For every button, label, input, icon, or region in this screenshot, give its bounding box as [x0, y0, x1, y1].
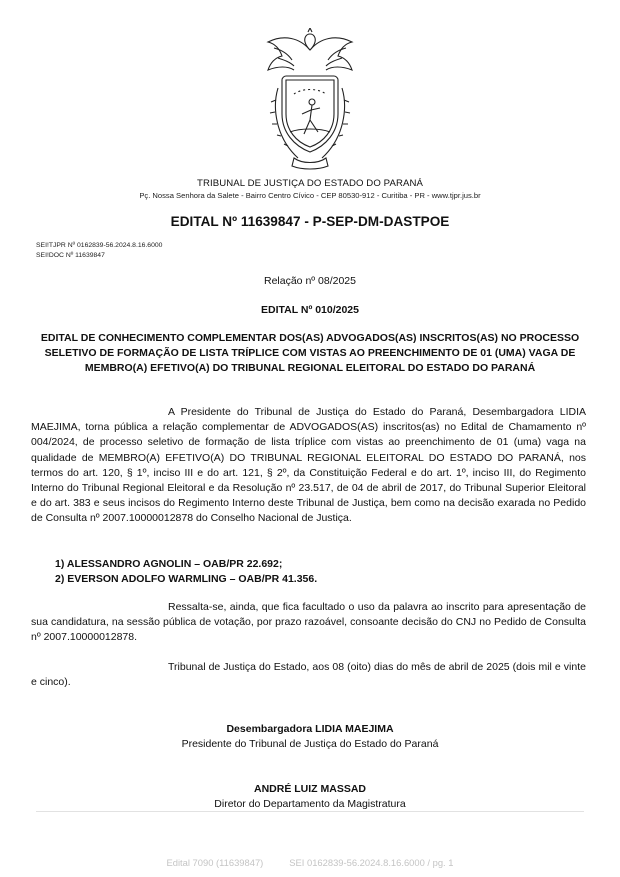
- body-paragraph-1: A Presidente do Tribunal de Justiça do Estado do Paraná, Desembargadora LIDIA MAEJIMA, torna pública a relação complementar de ADVOGADOS(AS) inscritos(as) no Edital de Chamamento nº 004/2024, de processo seletivo de formação de lista tríplice com vistas ao preenchimento de 01 (uma) vaga na qualidade de MEMBRO(A) EFETIVO(A) DO TRIBUNAL REGIONAL ELEITORAL DO ESTADO DO PARANÁ, nos termos do art. 120, § 1º, inciso III e do art. 121, § 2º, da Constituição Federal e do art. 1º, inciso III, do Regimento Interno do Tribunal Regional Eleitoral e da Resolução nº 23.517, de 04 de abril de 2017, do Tribunal Superior Eleitoral e do art. 383 e seus incisos do Regimento Interno deste Tribunal de Justiça, bem como na decisão exarada no Pedido de Consulta nº 2007.10000012878 do Conselho Nacional de Justiça.: [31, 406, 586, 525]
- signature-name-director: ANDRÉ LUIZ MASSAD: [254, 783, 366, 795]
- parana-coat-of-arms-icon: [264, 28, 356, 176]
- footer-document-ref: Edital 7090 (11639847): [166, 857, 264, 868]
- footer-sei-page: SEI 0162839-56.2024.8.16.6000 / pg. 1: [289, 857, 454, 868]
- sei-document-number: SEI!DOC Nº 11639847: [36, 252, 105, 259]
- edital-number: EDITAL Nº 010/2025: [261, 304, 359, 316]
- page-footer: [0, 857, 620, 868]
- signature-name-president: Desembargadora LIDIA MAEJIMA: [226, 723, 394, 735]
- signature-role-director: Diretor do Departamento da Magistratura: [214, 798, 406, 810]
- body-paragraph-2: Ressalta-se, ainda, que fica facultado o uso da palavra ao inscrito para apresentação de sua candidatura, na sessão pública de votação, por prazo razoável, consoante decisão do CNJ no Pedido de Consulta nº 2007.10000012878.: [31, 601, 586, 644]
- body-paragraph-3: Tribunal de Justiça do Estado, aos 08 (oito) dias do mês de abril de 2025 (dois mil e vinte e cinco).: [31, 661, 586, 689]
- footer-divider: [36, 811, 584, 812]
- institution-address: Pç. Nossa Senhora da Salete - Bairro Centro Cívico - CEP 80530-912 - Curitiba - PR - www.tjpr.jus.br: [139, 191, 481, 200]
- candidate-item: 1) ALESSANDRO AGNOLIN – OAB/PR 22.692;: [55, 558, 283, 570]
- signature-role-president: Presidente do Tribunal de Justiça do Estado do Paraná: [181, 738, 439, 750]
- relation-number: Relação nº 08/2025: [264, 275, 356, 287]
- candidate-list: [55, 557, 317, 587]
- sei-identifiers: [36, 241, 162, 261]
- document-title: EDITAL Nº 11639847 - P-SEP-DM-DASTPOE: [170, 214, 450, 229]
- edital-heading: EDITAL DE CONHECIMENTO COMPLEMENTAR DOS(AS) ADVOGADOS(AS) INSCRITOS(AS) NO PROCESSO SELETIVO DE FORMAÇÃO DE LISTA TRÍPLICE COM VISTAS AO PREENCHIMENTO DE 01 (UMA) VAGA DE MEMBRO(A) EFETIVO(A) DO TRIBUNAL REGIONAL ELEITORAL DO ESTADO DO PARANÁ: [40, 332, 580, 375]
- sei-process-number: SEI!TJPR Nº 0162839-56.2024.8.16.6000: [36, 242, 163, 249]
- candidate-item: 2) EVERSON ADOLFO WARMLING – OAB/PR 41.356.: [55, 573, 318, 586]
- institution-name: TRIBUNAL DE JUSTIÇA DO ESTADO DO PARANÁ: [196, 178, 423, 189]
